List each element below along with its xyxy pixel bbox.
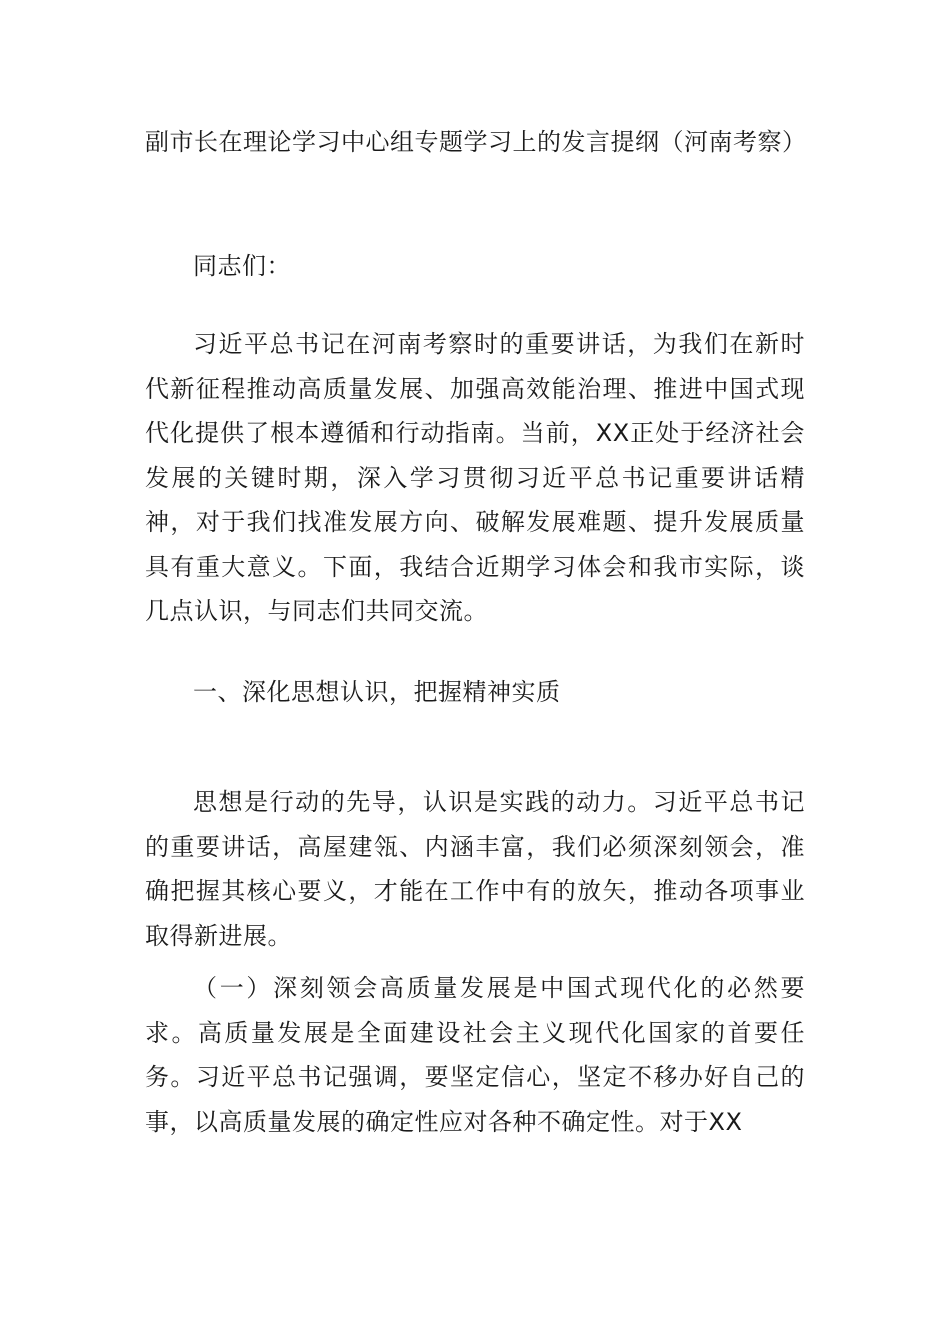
subsection-one-paragraph: （一）深刻领会高质量发展是中国式现代化的必然要求。高质量发展是全面建设社会主义现代化国家的首要任务。习近平总书记强调，要坚定信心，坚定不移办好自己的事，以高质量发展的确定性应对各种不确定性。对于XX	[145, 974, 805, 1136]
section-one-heading: 一、深化思想认识，把握精神实质	[193, 678, 561, 706]
greeting: 同志们：	[193, 252, 291, 280]
intro-paragraph: 习近平总书记在河南考察时的重要讲话，为我们在新时代新征程推动高质量发展、加强高效能治理、推进中国式现代化提供了根本遵循和行动指南。当前，XX正处于经济社会发展的关键时期，深入学习贯彻习近平总书记重要讲话精神，对于我们找准发展方向、破解发展难题、提升发展质量具有重大意义。下面，我结合近期学习体会和我市实际，谈几点认识，与同志们共同交流。	[145, 330, 805, 625]
section-one-paragraph: 思想是行动的先导，认识是实践的动力。习近平总书记的重要讲话，高屋建瓴、内涵丰富，我们必须深刻领会，准确把握其核心要义，才能在工作中有的放矢，推动各项事业取得新进展。	[145, 788, 805, 950]
document-title: 副市长在理论学习中心组专题学习上的发言提纲（河南考察）	[145, 128, 807, 156]
